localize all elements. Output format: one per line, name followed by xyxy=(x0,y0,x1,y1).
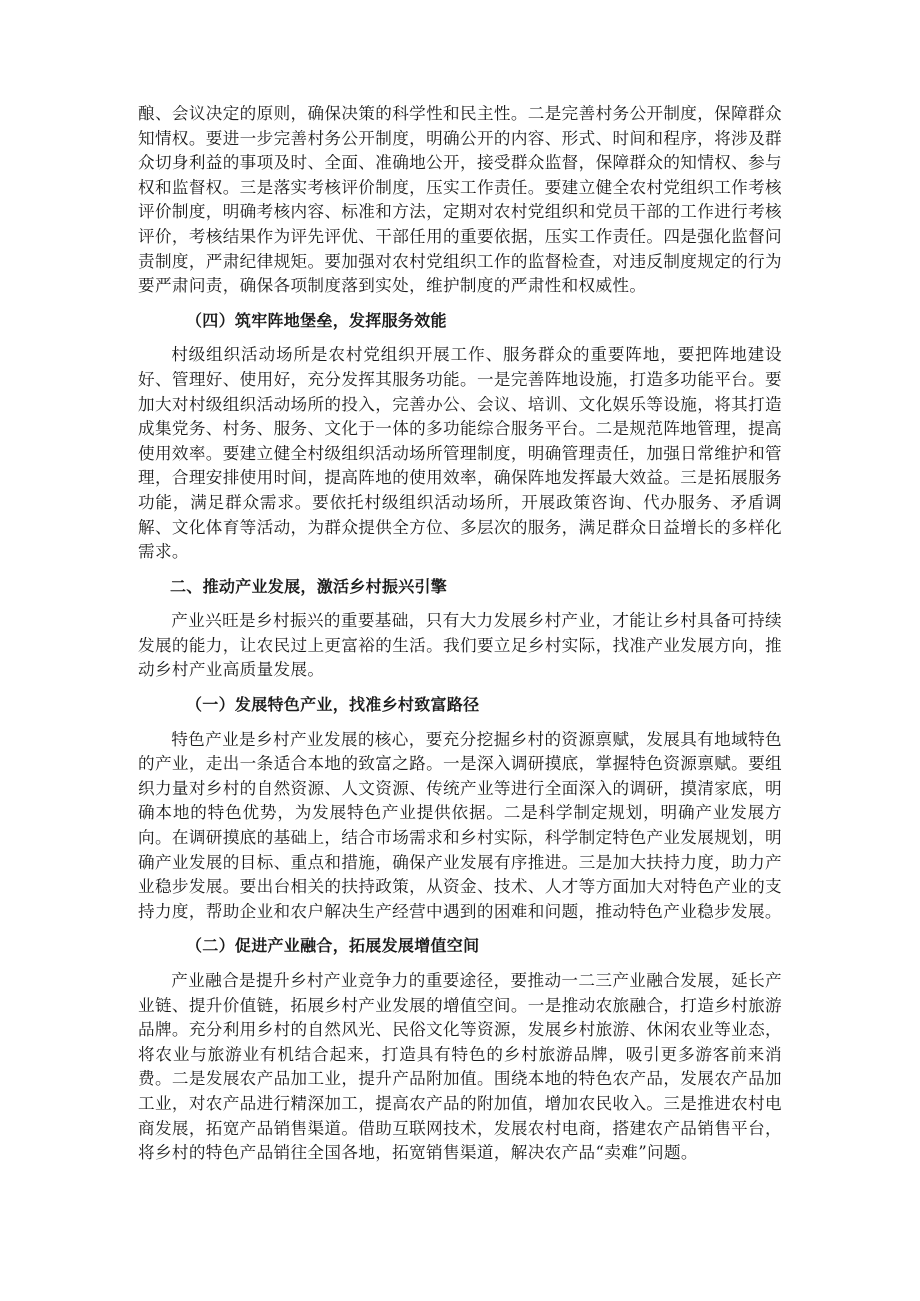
paragraph-industry-integration: 产业融合是提升乡村产业竞争力的重要途径，要推动一二三产业融合发展，延长产业链、提升价值链，拓展乡村产业发展的增值空间。一是推动农旅融合，打造乡村旅游品牌。充分利用乡村的自然风光、民俗文化等资源，发展乡村旅游、休闲农业等业态，将农业与旅游业有机结合起来，打造具有特色的乡村旅游品牌，吸引更多游客前来消费。二是发展农产品加工业，提升产品附加值。围绕本地的特色农产品，发展农产品加工业，对农产品进行精深加工，提高农产品的附加值，增加农民收入。三是推进农村电商发展，拓宽产品销售渠道。借助互联网技术，发展农村电商，搭建农产品销售平台，将乡村的特色产品销往全国各地，拓宽销售渠道，解决农产品“卖难”问题。 xyxy=(138,971,782,1163)
paragraph-continued: 酿、会议决定的原则，确保决策的科学性和民主性。二是完善村务公开制度，保障群众知情权。要进一步完善村务公开制度，明确公开的内容、形式、时间和程序，将涉及群众切身利益的事项及时、全面、准确地公开，接受群众监督，保障群众的知情权、参与权和监督权。三是落实考核评价制度，压实工作责任。要建立健全农村党组织工作考核评价制度，明确考核内容、标准和方法，定期对农村党组织和党员干部的工作进行考核评价，考核结果作为评先评优、干部任用的重要依据，压实工作责任。四是强化监督问责制度，严肃纪律规矩。要加强对农村党组织工作的监督检查，对违反制度规定的行为要严肃问责，确保各项制度落到实处，维护制度的严肃性和权威性。 xyxy=(138,104,782,296)
paragraph-industry-intro: 产业兴旺是乡村振兴的重要基础，只有大力发展乡村产业，才能让乡村具备可持续发展的能力，让农民过上更富裕的生活。我们要立足乡村实际，找准产业发展方向，推动乡村产业高质量发展。 xyxy=(138,611,782,680)
subsection-heading-4: （四）筑牢阵地堡垒，发挥服务效能 xyxy=(186,310,447,330)
subsection-heading-1: （一）发展特色产业，找准乡村致富路径 xyxy=(186,695,480,715)
paragraph-venue: 村级组织活动场所是农村党组织开展工作、服务群众的重要阵地，要把阵地建设好、管理好、使用好，充分发挥其服务功能。一是完善阵地设施，打造多功能平台。要加大对村级组织活动场所的投入，完善办公、会议、培训、文化娱乐等设施，将其打造成集党务、村务、服务、文化于一体的多功能综合服务平台。二是规范阵地管理，提高使用效率。要建立健全村级组织活动场所管理制度，明确管理责任，加强日常维护和管理，合理安排使用时间，提高阵地的使用效率，确保阵地发挥最大效益。三是拓展服务功能，满足群众需求。要依托村级组织活动场所，开展政策咨询、代办服务、矛盾调解、文化体育等活动，为群众提供全方位、多层次的服务，满足群众日益增长的多样化需求。 xyxy=(138,345,782,562)
paragraph-special-industry: 特色产业是乡村产业发展的核心，要充分挖掘乡村的资源禀赋，发展具有地域特色的产业，走出一条适合本地的致富之路。一是深入调研摸底，掌握特色资源禀赋。要组织力量对乡村的自然资源、人文资源、传统产业等进行全面深入的调研，摸清家底，明确本地的特色优势，为发展特色产业提供依据。二是科学制定规划，明确产业发展方向。在调研摸底的基础上，结合市场需求和乡村实际，科学制定特色产业发展规划，明确产业发展的目标、重点和措施，确保产业发展有序推进。三是加大扶持力度，助力产业稳步发展。要出台相关的扶持政策，从资金、技术、人才等方面加大对特色产业的支持力度，帮助企业和农户解决生产经营中遇到的困难和问题，推动特色产业稳步发展。 xyxy=(138,729,782,921)
section-heading-2: 二、推动产业发展，激活乡村振兴引擎 xyxy=(170,576,448,596)
subsection-heading-2: （二）促进产业融合，拓展发展增值空间 xyxy=(186,936,480,956)
document-page xyxy=(138,102,782,1166)
